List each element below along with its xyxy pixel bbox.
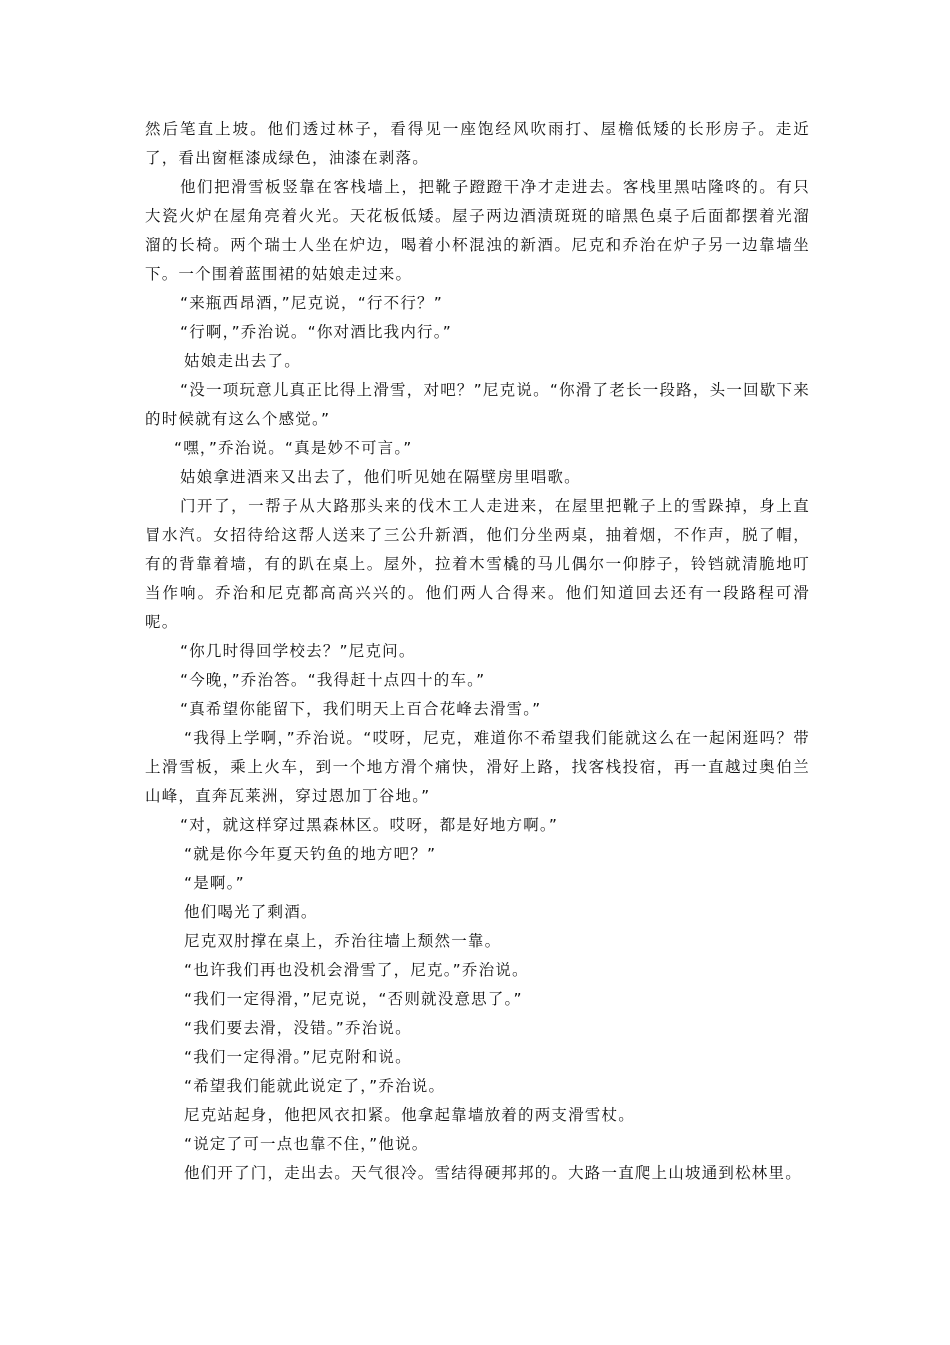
paragraph-11: “今晚，”乔治答。“我得赶十点四十的车。” bbox=[180, 671, 486, 689]
paragraph-17: 他们喝光了剩酒。 bbox=[184, 903, 318, 921]
paragraph-20: “我们一定得滑，”尼克说，“否则就没意思了。” bbox=[184, 990, 523, 1008]
paragraph-19: “也许我们再也没机会滑雪了，尼克。”乔治说。 bbox=[184, 961, 529, 979]
paragraph-10: “你几时得回学校去？”尼克问。 bbox=[180, 642, 416, 660]
paragraph-13: “我得上学啊，”乔治说。“哎呀，尼克，难道你不希望我们能就这么在一起闲逛吗？带上滑雪板，乘上火车，到一个地方滑个痛快，滑好上路，找客栈投宿，再一直越过奥伯兰山峰，直奔瓦莱洲，穿过恩加丁谷地。” bbox=[145, 729, 810, 805]
paragraph-3: “来瓶西昂酒，”尼克说，“行不行？” bbox=[180, 294, 443, 312]
paragraph-24: 尼克站起身，他把风衣扣紧。他拿起靠墙放着的两支滑雪杖。 bbox=[184, 1106, 635, 1124]
paragraph-6: “没一项玩意儿真正比得上滑雪，对吧？”尼克说。“你滑了老长一段路，头一回歇下来的时候就有这么个感觉。” bbox=[145, 381, 810, 428]
paragraph-22: “我们一定得滑。”尼克附和说。 bbox=[184, 1048, 412, 1066]
paragraph-25: “说定了可一点也靠不住，”他说。 bbox=[184, 1135, 429, 1153]
paragraph-16: “是啊。” bbox=[184, 874, 245, 892]
paragraph-23: “希望我们能就此说定了，”乔治说。 bbox=[184, 1077, 446, 1095]
paragraph-9: 门开了，一帮子从大路那头来的伐木工人走进来，在屋里把靴子上的雪跺掉，身上直冒水汽。女招待给这帮人送来了三公升新酒，他们分坐两桌，抽着烟，不作声，脱了帽，有的背靠着墙，有的趴在桌上。屋外，拉着木雪橇的马儿偶尔一仰脖子，铃铛就清脆地叮当作响。乔治和尼克都高高兴兴的。他们两人合得来。他们知道回去还有一段路程可滑呢。 bbox=[145, 497, 810, 631]
paragraph-4: “行啊，”乔治说。“你对酒比我内行。” bbox=[180, 323, 452, 341]
paragraph-5: 姑娘走出去了。 bbox=[184, 352, 301, 370]
paragraph-15: “就是你今年夏天钓鱼的地方吧？” bbox=[184, 845, 437, 863]
paragraph-14: “对，就这样穿过黑森林区。哎呀，都是好地方啊。” bbox=[180, 816, 559, 834]
paragraph-18: 尼克双肘撑在桌上，乔治往墙上颓然一靠。 bbox=[184, 932, 502, 950]
paragraph-26: 他们开了门，走出去。天气很冷。雪结得硬邦邦的。大路一直爬上山坡通到松林里。 bbox=[184, 1164, 802, 1182]
paragraph-12: “真希望你能留下，我们明天上百合花峰去滑雪。” bbox=[180, 700, 542, 718]
paragraph-7: “嘿，”乔治说。“真是妙不可言。” bbox=[174, 439, 413, 457]
story-text bbox=[145, 115, 810, 1188]
paragraph-2: 他们把滑雪板竖靠在客栈墙上，把靴子蹬蹬干净才走进去。客栈里黑咕隆咚的。有只大瓷火炉在屋角亮着火光。天花板低矮。屋子两边酒渍斑斑的暗黑色桌子后面都摆着光溜溜的长椅。两个瑞士人坐在炉边，喝着小杯混浊的新酒。尼克和乔治在炉子另一边靠墙坐下。一个围着蓝围裙的姑娘走过来。 bbox=[145, 178, 810, 283]
paragraph-1: 然后笔直上坡。他们透过林子，看得见一座饱经风吹雨打、屋檐低矮的长形房子。走近了，看出窗框漆成绿色，油漆在剥落。 bbox=[145, 120, 810, 167]
paragraph-21: “我们要去滑，没错。”乔治说。 bbox=[184, 1019, 412, 1037]
paragraph-8: 姑娘拿进酒来又出去了，他们听见她在隔壁房里唱歌。 bbox=[180, 468, 581, 486]
